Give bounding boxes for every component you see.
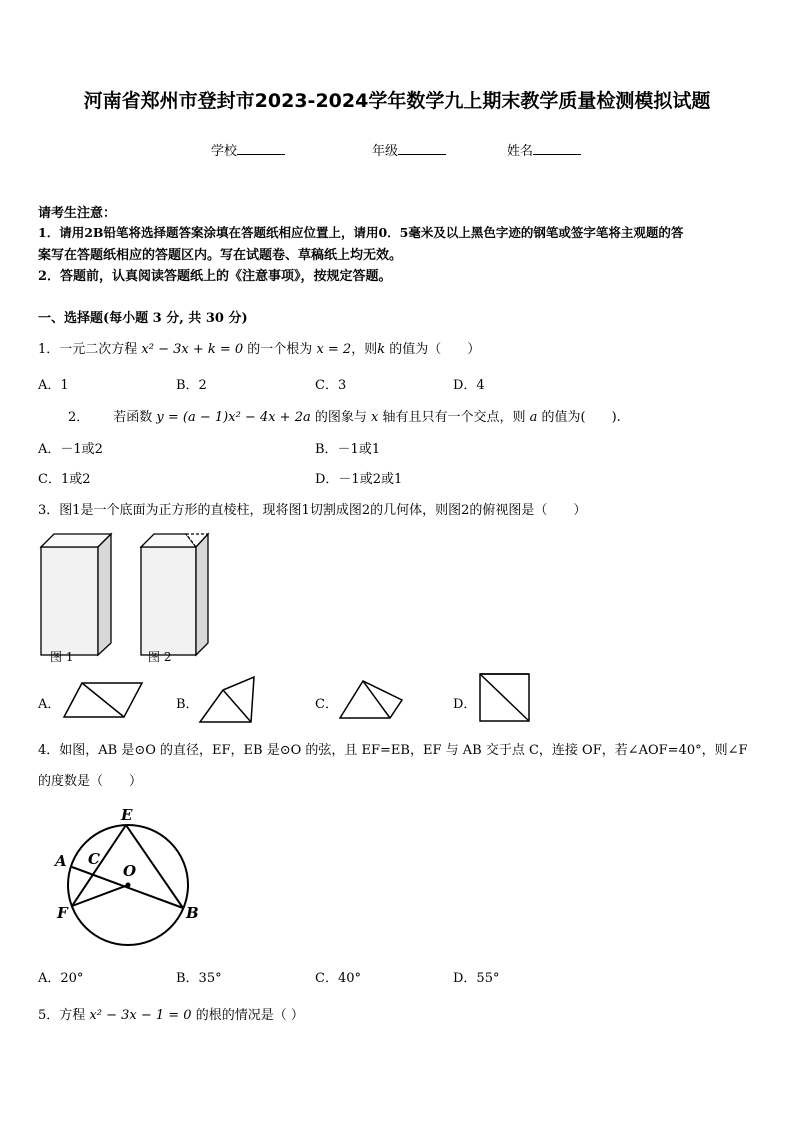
q2-option-a: A．－1或2 bbox=[38, 442, 103, 457]
q1-pre: 1．一元二次方程 bbox=[38, 342, 142, 357]
figure-2-cut-prism bbox=[141, 534, 208, 655]
question-4-line-2: 的度数是（ ） bbox=[38, 774, 143, 789]
name-blank bbox=[533, 142, 581, 155]
label-f: F bbox=[57, 904, 68, 922]
q2-end: 的值为( ). bbox=[537, 410, 621, 425]
q3-option-b-shape bbox=[198, 675, 258, 725]
q1-option-b: B．2 bbox=[176, 378, 207, 393]
q2-mid: 的图象与 bbox=[310, 410, 371, 425]
q1-root: x = 2 bbox=[316, 342, 352, 357]
q1-option-d: D．4 bbox=[453, 378, 485, 393]
q1-mid: 的一个根为 bbox=[243, 342, 317, 357]
question-3: 3．图1是一个底面为正方形的直棱柱，现将图1切割成图2的几何体，则图2的俯视图是（ ） bbox=[38, 503, 587, 518]
center-point bbox=[126, 883, 131, 888]
notice-heading: 请考生注意： bbox=[38, 206, 117, 221]
q2-var: a bbox=[529, 410, 538, 425]
q5-end: 的根的情况是（ ） bbox=[191, 1008, 304, 1023]
q5-equation: x² − 3x − 1 = 0 bbox=[89, 1008, 192, 1023]
q2-option-d: D．－1或2或1 bbox=[315, 472, 403, 487]
q3-option-c-shape bbox=[338, 678, 408, 722]
grade-field bbox=[372, 140, 446, 159]
label-c: C bbox=[88, 850, 100, 868]
q1-equation: x² − 3x + k = 0 bbox=[141, 342, 244, 357]
q4-option-c: C．40° bbox=[315, 971, 361, 986]
segment-of bbox=[72, 885, 128, 906]
notice-line-1: 1．请用2B铅笔将选择题答案涂填在答题纸相应位置上，请用0．5毫米及以上黑色字迹的钢笔或签字笔将主观题的答 bbox=[38, 225, 684, 240]
q2-pre: 若函数 bbox=[113, 410, 157, 425]
grade-blank bbox=[398, 142, 446, 155]
q1-end: 的值为（ ） bbox=[385, 342, 481, 357]
question-5 bbox=[38, 1004, 304, 1023]
q3-figures bbox=[36, 530, 226, 665]
q2-mid2: 轴有且只有一个交点，则 bbox=[378, 410, 530, 425]
notice-line-2: 2．答题前，认真阅读答题纸上的《注意事项》，按规定答题。 bbox=[38, 269, 392, 284]
name-label: 姓名 bbox=[507, 144, 534, 159]
school-blank bbox=[237, 142, 285, 155]
q2-axis: x bbox=[371, 410, 379, 425]
name-field bbox=[507, 140, 581, 159]
question-2 bbox=[68, 406, 621, 425]
q3-option-a-shape bbox=[62, 680, 144, 720]
school-label: 学校 bbox=[211, 144, 238, 159]
q1-post: ，则 bbox=[351, 342, 378, 357]
q3-option-d-shape bbox=[478, 672, 532, 724]
q1-option-c: C．3 bbox=[315, 378, 347, 393]
section-heading: 一、选择题(每小题 3 分, 共 30 分) bbox=[38, 311, 248, 326]
q1-var: k bbox=[377, 342, 386, 357]
q4-option-a: A．20° bbox=[38, 971, 84, 986]
q3-option-b: B． bbox=[176, 697, 199, 712]
q3-option-d: D． bbox=[453, 697, 477, 712]
grade-label: 年级 bbox=[372, 144, 399, 159]
school-field bbox=[211, 140, 285, 159]
q4-option-b: B．35° bbox=[176, 971, 222, 986]
q2-option-b: B．－1或1 bbox=[315, 442, 381, 457]
label-e: E bbox=[121, 806, 133, 824]
figure-1-prism bbox=[41, 534, 111, 655]
question-4-line-1: 4．如图，AB 是⊙O 的直径，EF，EB 是⊙O 的弦，且 EF=EB，EF 与 AB 交于点 C，连接 OF，若∠AOF=40°，则∠F bbox=[38, 743, 748, 758]
page-title: 河南省郑州市登封市2023-2024学年数学九上期末教学质量检测模拟试题 bbox=[83, 90, 711, 112]
q4-option-d: D．55° bbox=[453, 971, 500, 986]
q2-num: 2． bbox=[68, 410, 90, 425]
label-b: B bbox=[186, 904, 199, 922]
q5-pre: 5．方程 bbox=[38, 1008, 90, 1023]
q3-option-c: C． bbox=[315, 697, 338, 712]
q4-circle-diagram bbox=[50, 800, 210, 950]
label-a: A bbox=[55, 852, 67, 870]
question-1 bbox=[38, 338, 480, 357]
figure-1-label: 图 1 bbox=[50, 650, 74, 664]
q1-option-a: A．1 bbox=[38, 378, 69, 393]
label-o: O bbox=[123, 862, 137, 880]
q3-option-a: A． bbox=[38, 697, 61, 712]
q2-option-c: C．1或2 bbox=[38, 472, 91, 487]
notice-line-1b: 案写在答题纸相应的答题区内。写在试题卷、草稿纸上均无效。 bbox=[38, 248, 403, 263]
q2-function: y = (a − 1)x² − 4x + 2a bbox=[156, 410, 311, 425]
figure-2-label: 图 2 bbox=[148, 650, 172, 664]
